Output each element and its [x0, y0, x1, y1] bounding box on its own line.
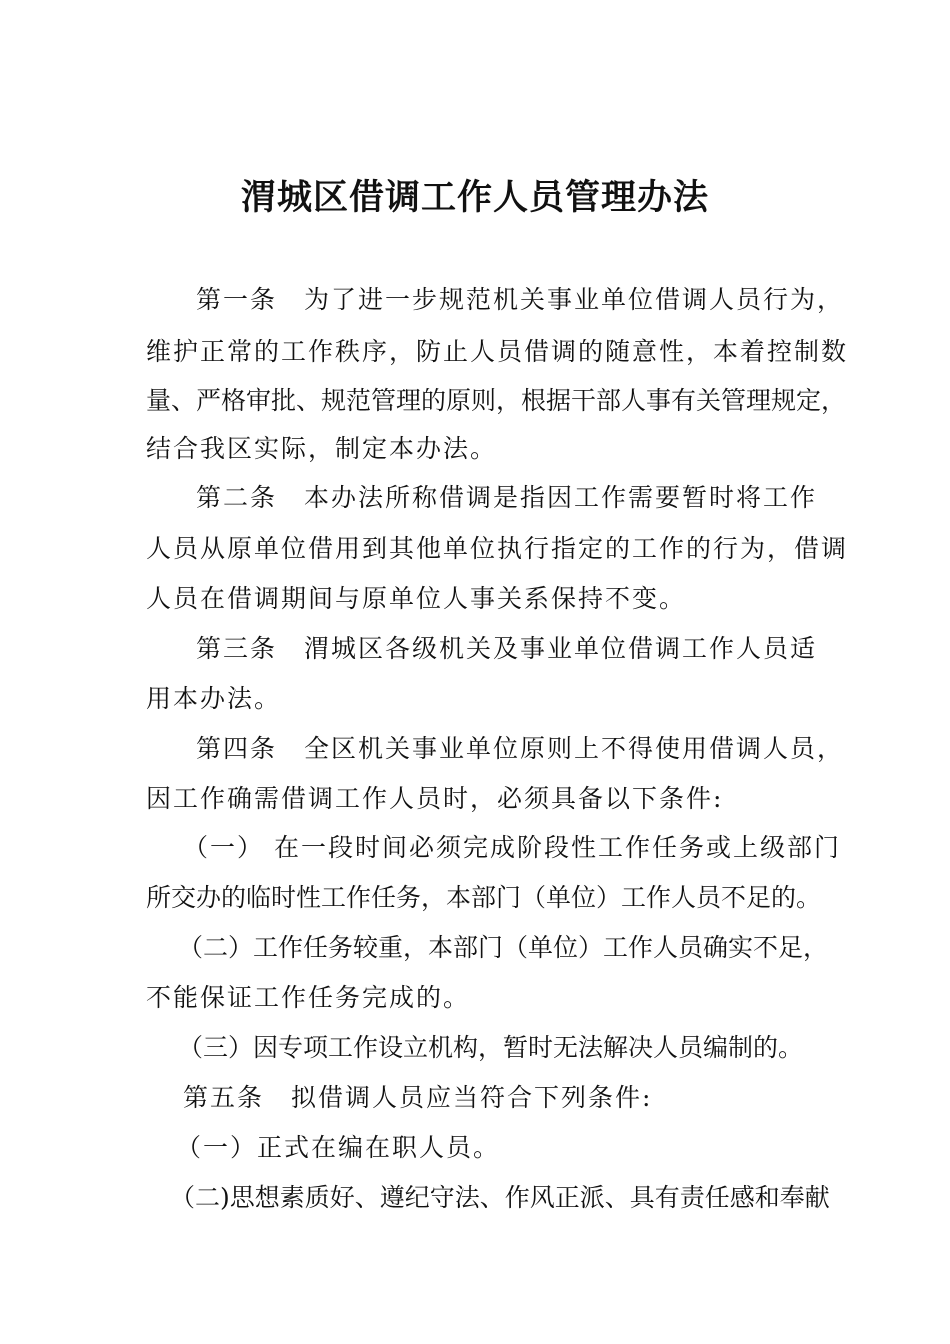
article-2-line-2: 人员从原单位借用到其他单位执行指定的工作的行为，借调 [146, 534, 849, 563]
article-4-line-1: 第四条 全区机关事业单位原则上不得使用借调人员， [196, 734, 845, 763]
article-4-item-1-line-2: 所交办的临时性工作任务，本部门（单位）工作人员不足的。 [146, 883, 822, 912]
article-1-line-3: 量、严格审批、规范管理的原则，根据干部人事有关管理规定， [146, 386, 847, 415]
article-5-item-2-line-1: （二)思想素质好、遵纪守法、作风正派、具有责任感和奉献 [170, 1183, 830, 1212]
document-title: 渭城区借调工作人员管理办法 [240, 177, 709, 218]
article-5-item-1: （一）正式在编在职人员。 [176, 1133, 501, 1162]
article-4-item-1-line-1: （一） 在一段时间必须完成阶段性工作任务或上级部门 [183, 833, 841, 862]
article-4-item-2-line-1: （二）工作任务较重，本部门（单位）工作人员确实不足， [178, 933, 829, 962]
article-2-line-3: 人员在借调期间与原单位人事关系保持不变。 [146, 584, 687, 613]
article-4-line-2: 因工作确需借调工作人员时，必须具备以下条件: [146, 784, 724, 813]
article-4-item-2-line-2: 不能保证工作任务完成的。 [146, 983, 471, 1012]
article-1-line-2: 维护正常的工作秩序，防止人员借调的随意性，本着控制数 [146, 337, 849, 366]
article-2-line-1: 第二条 本办法所称借调是指因工作需要暂时将工作 [196, 483, 818, 512]
article-5-line-1: 第五条 拟借调人员应当符合下列条件: [183, 1083, 653, 1112]
article-1-line-4: 结合我区实际，制定本办法。 [146, 434, 498, 463]
article-3-line-1: 第三条 渭城区各级机关及事业单位借调工作人员适 [196, 634, 818, 663]
article-1-line-1: 第一条 为了进一步规范机关事业单位借调人员行为， [196, 285, 845, 314]
article-4-item-3: （三）因专项工作设立机构，暂时无法解决人员编制的。 [178, 1033, 804, 1062]
article-3-line-2: 用本办法。 [146, 684, 282, 713]
